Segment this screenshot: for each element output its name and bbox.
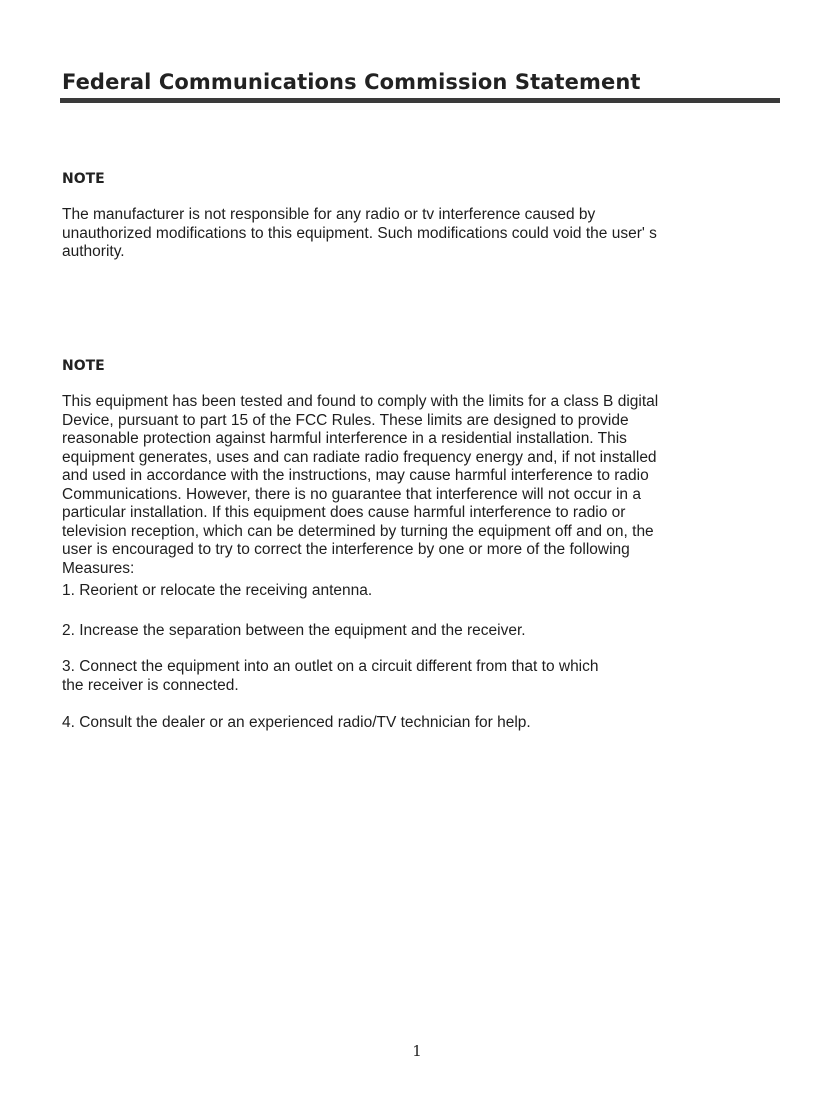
measure-item-1: [62, 582, 782, 601]
page-number: 1: [412, 1042, 422, 1060]
note-2-line: Device, pursuant to part 15 of the FCC Rules. These limits are designed to provide: [62, 411, 629, 429]
note-1-paragraph: [62, 206, 782, 262]
measure-line: 1. Reorient or relocate the receiving antenna.: [62, 582, 373, 599]
note-heading-1: NOTE: [62, 171, 105, 187]
measure-item-4: [62, 714, 782, 733]
measure-line: 3. Connect the equipment into an outlet on a circuit different from that to which: [62, 658, 599, 675]
note-1-line: The manufacturer is not responsible for any radio or tv interference caused by: [62, 206, 596, 223]
note-1-line: authority.: [62, 243, 125, 260]
measure-item-2: [62, 622, 782, 641]
measure-line: 2. Increase the separation between the equipment and the receiver.: [62, 622, 526, 639]
note-2-line: This equipment has been tested and found to comply with the limits for a class B digital: [62, 393, 659, 410]
note-1-line: unauthorized modifications to this equipment. Such modifications could void the user' s: [62, 224, 657, 242]
note-heading-2: NOTE: [62, 358, 105, 374]
page-title: Federal Communications Commission Statement: [62, 70, 641, 94]
note-2-line: equipment generates, uses and can radiate radio frequency energy and, if not installed: [62, 448, 657, 466]
measure-line: the receiver is connected.: [62, 676, 239, 694]
note-2-line: Measures:: [62, 559, 135, 577]
measure-line: 4. Consult the dealer or an experienced radio/TV technician for help.: [62, 714, 531, 731]
note-2-line: television reception, which can be determined by turning the equipment off and on, the: [62, 522, 654, 540]
note-2-paragraph: [62, 393, 782, 578]
note-2-line: reasonable protection against harmful interference in a residential installation. This: [62, 430, 627, 447]
note-2-line: user is encouraged to try to correct the interference by one or more of the following: [62, 541, 630, 558]
note-2-line: Communications. However, there is no guarantee that interference will not occur in a: [62, 485, 641, 503]
measure-item-3: [62, 658, 782, 695]
note-2-line: and used in accordance with the instructions, may cause harmful interference to radio: [62, 467, 649, 484]
title-underline: [60, 98, 780, 103]
note-2-line: particular installation. If this equipment does cause harmful interference to radio or: [62, 504, 626, 521]
